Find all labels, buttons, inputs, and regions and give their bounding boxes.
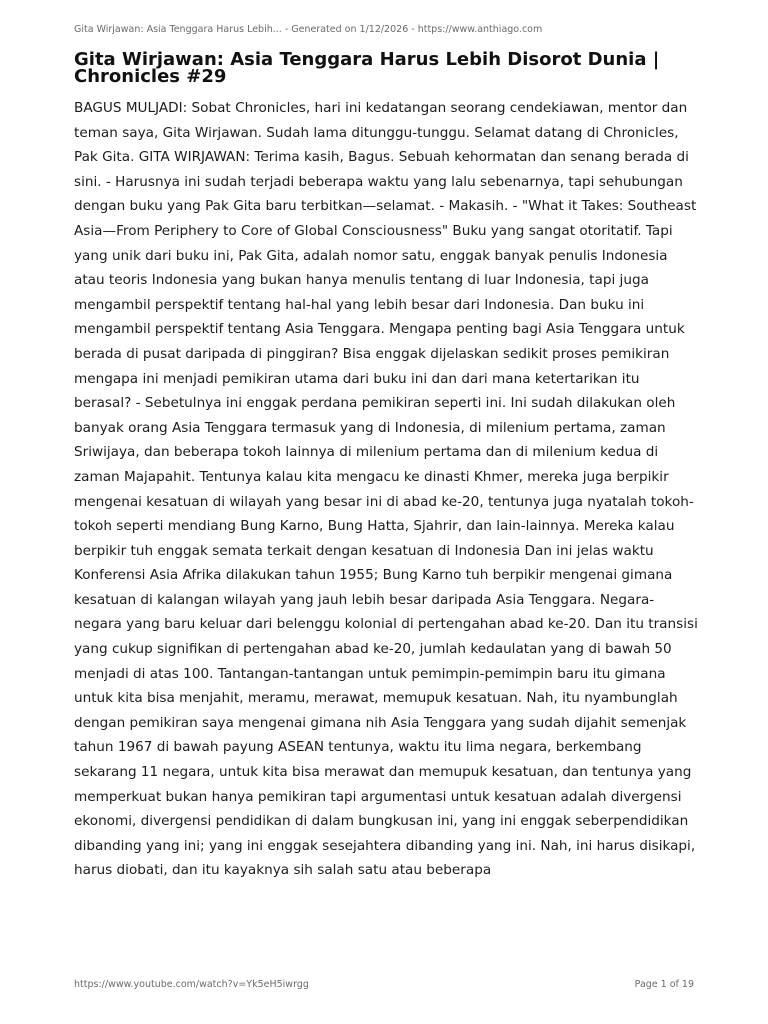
page-number: Page 1 of 19 xyxy=(634,979,694,990)
document-title: Gita Wirjawan: Asia Tenggara Harus Lebih Disorot Dunia | Chronicles #29 xyxy=(74,49,660,87)
page-footer xyxy=(74,979,694,990)
source-url[interactable]: https://www.youtube.com/watch?v=Yk5eH5iwrgg xyxy=(74,979,309,990)
document-body: BAGUS MULJADI: Sobat Chronicles, hari ini kedatangan seorang cendekiawan, mentor dan teman saya, Gita Wirjawan. Sudah lama ditunggu-tunggu. Selamat datang di Chronicles, Pak Gita. GITA WIRJAWAN: Terima kasih, Bagus. Sebuah kehormatan dan senang berada di sini. - Harusnya ini sudah terjadi beberapa waktu yang lalu sebenarnya, tapi sehubungan dengan buku yang Pak Gita baru terbitkan—selamat. - Makasih. - "What it Takes: Southeast Asia—From Periphery to Core of Global Consciousness" Buku yang sangat otoritatif. Tapi yang unik dari buku ini, Pak Gita, adalah nomor satu, enggak banyak penulis Indonesia atau teoris Indonesia yang bukan hanya menulis tentang di luar Indonesia, tapi juga mengambil perspektif tentang hal-hal yang lebih besar dari Indonesia. Dan buku ini mengambil perspektif tentang Asia Tenggara. Mengapa penting bagi Asia Tenggara untuk berada di pusat daripada di pinggiran? Bisa enggak dijelaskan sedikit proses pemikiran mengapa ini menjadi pemikiran utama dari buku ini dan dari mana ketertarikan itu berasal? - Sebetulnya ini enggak perdana pemikiran seperti ini. Ini sudah dilakukan oleh banyak orang Asia Tenggara termasuk yang di Indonesia, di milenium pertama, zaman Sriwijaya, dan beberapa tokoh lainnya di milenium pertama dan di milenium kedua di zaman Majapahit. Tentunya kalau kita mengacu ke dinasti Khmer, mereka juga berpikir mengenai kesatuan di wilayah yang besar ini di abad ke-20, tentunya juga nyatalah tokoh- tokoh seperti mendiang Bung Karno, Bung Hatta, Sjahrir, dan lain-lainnya. Mereka kalau berpikir tuh enggak semata terkait dengan kesatuan di Indonesia Dan ini jelas waktu Konferensi Asia Afrika dilakukan tahun 1955; Bung Karno tuh berpikir mengenai gimana kesatuan di kalangan wilayah yang jauh lebih besar daripada Asia Tenggara. Negara-negara yang baru keluar dari belenggu kolonial di pertengahan abad ke-20. Dan itu transisi yang cukup signifikan di pertengahan abad ke-20, jumlah kedaulatan yang di bawah 50 menjadi di atas 100. Tantangan-tantangan untuk pemimpin-pemimpin baru itu gimana untuk kita bisa menjahit, meramu, merawat, memupuk kesatuan. Nah, itu nyambunglah dengan pemikiran saya mengenai gimana nih Asia Tenggara yang sudah dijahit semenjak tahun 1967 di bawah payung ASEAN tentunya, waktu itu lima negara, berkembang sekarang 11 negara, untuk kita bisa merawat dan memupuk kesatuan, dan tentunya yang memperkuat bukan hanya pemikiran tapi argumentasi untuk kesatuan adalah divergensi ekonomi, divergensi pendidikan di dalam bungkusan ini, yang ini enggak seberpendidikan dibanding yang ini; yang ini enggak sesejahtera dibanding yang ini. Nah, ini harus disikapi, harus diobati, dan itu kayaknya sih salah satu atau beberapa xyxy=(74,100,698,879)
page-header: Gita Wirjawan: Asia Tenggara Harus Lebih... - Generated on 1/12/2026 - https://www.anthiago.com xyxy=(74,24,543,35)
